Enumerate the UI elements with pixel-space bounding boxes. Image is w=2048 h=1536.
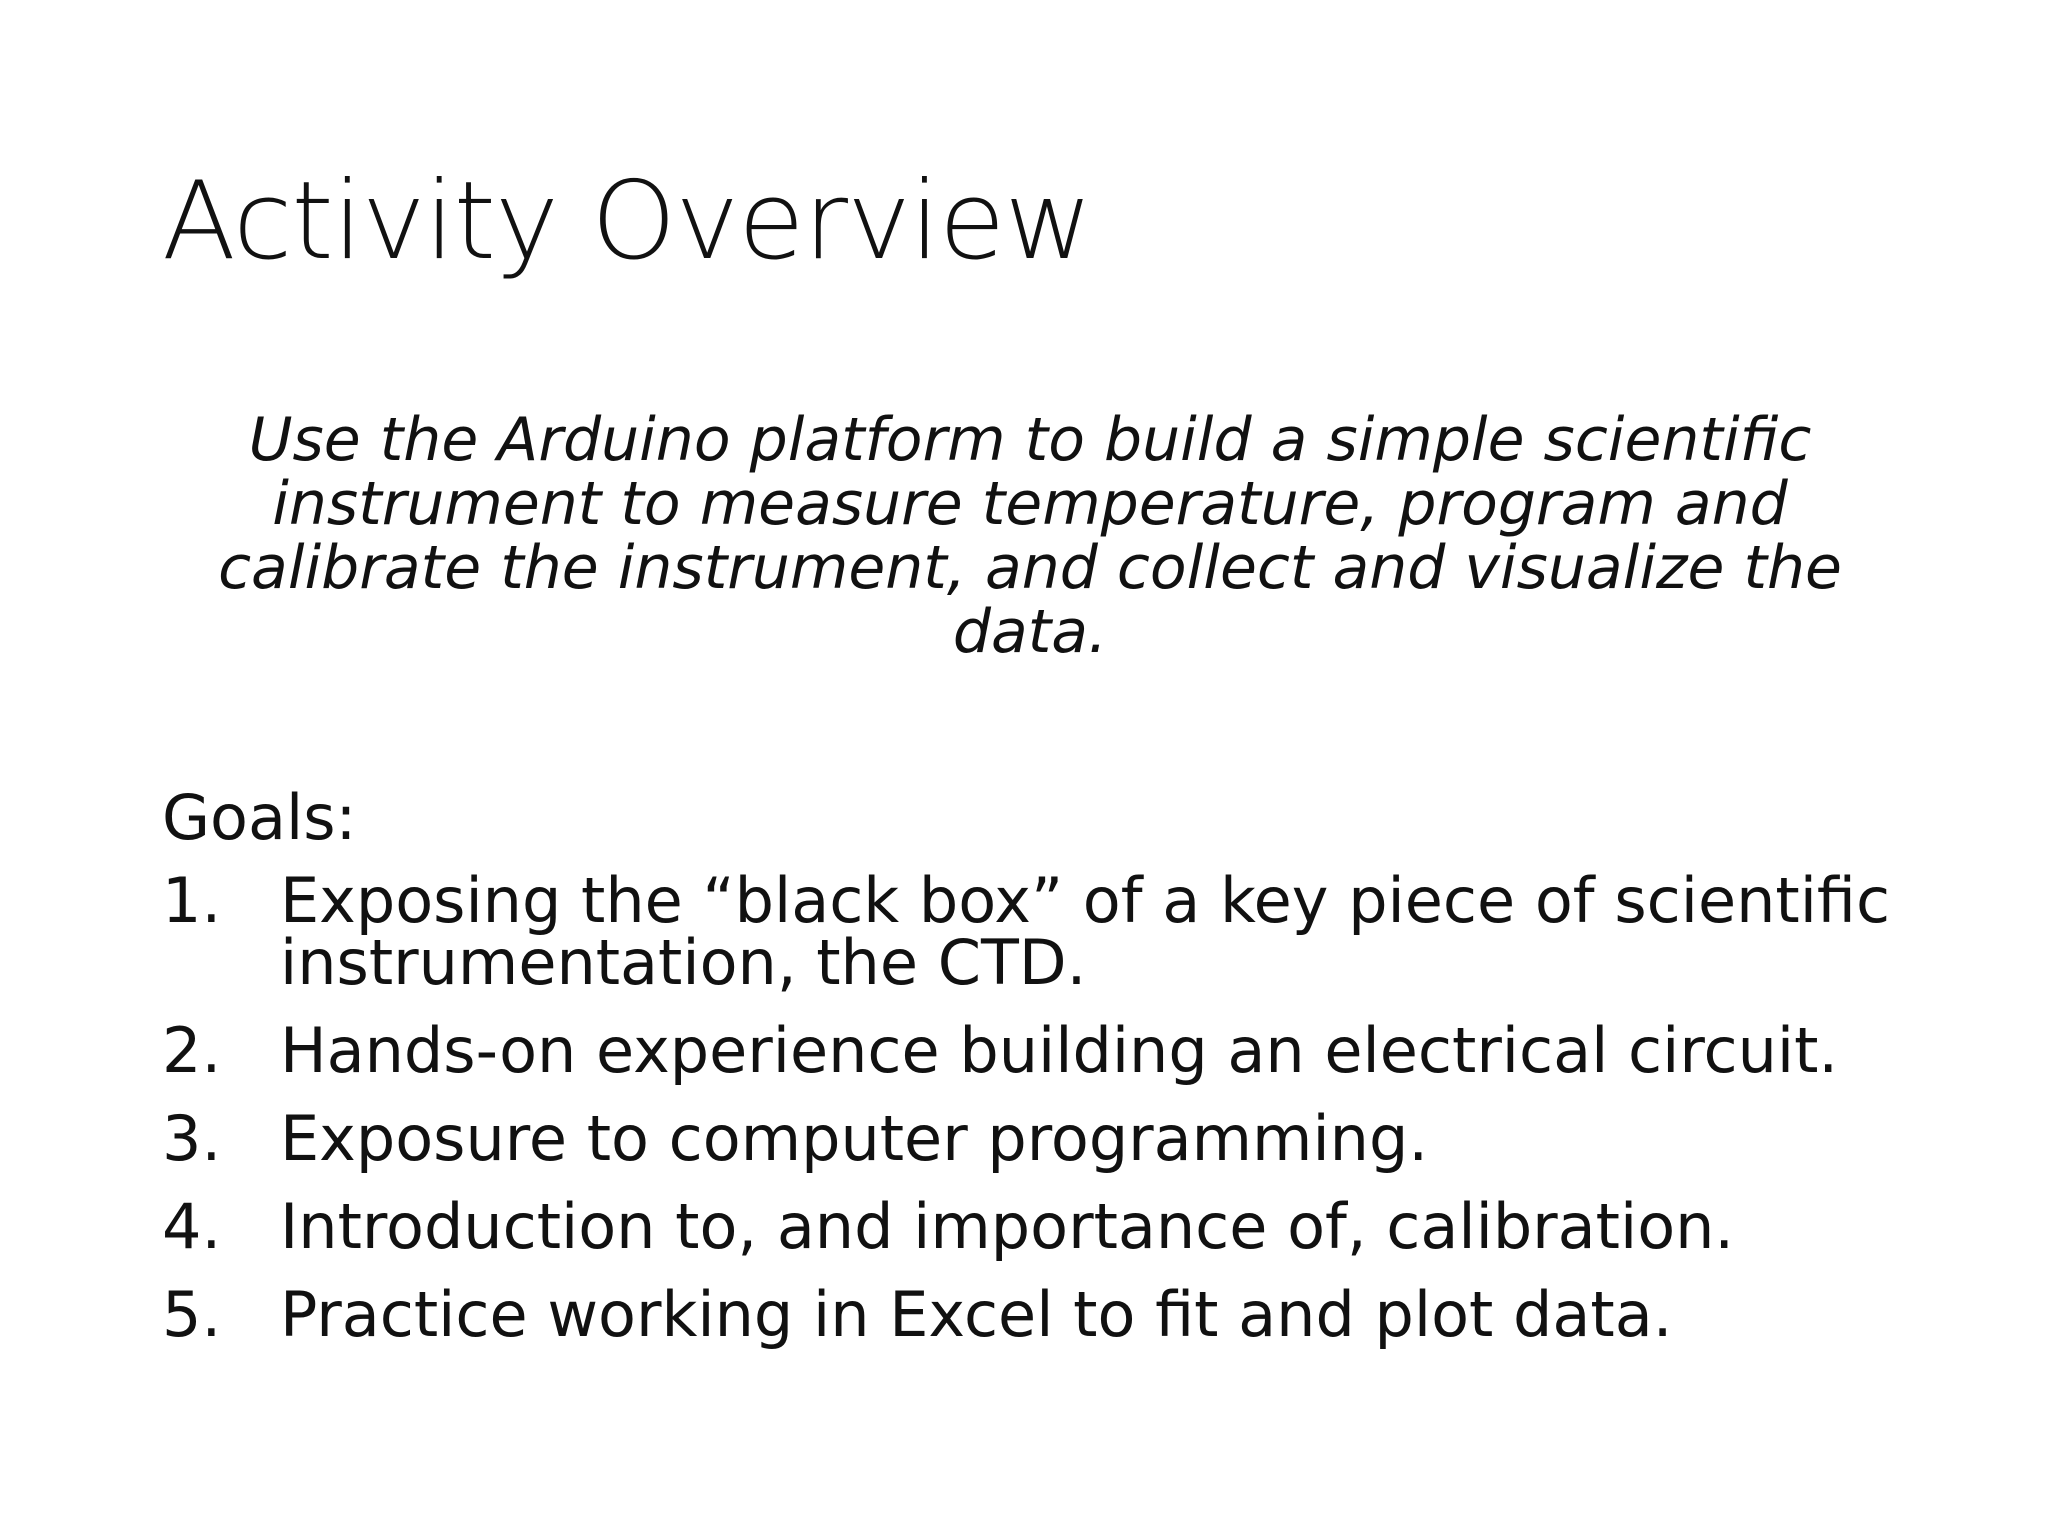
slide-title: Activity Overview	[162, 159, 1092, 284]
goal-number: 3.	[162, 1102, 222, 1175]
goal-item	[162, 864, 1922, 999]
goal-text: Exposing the “black box” of a key piece of scientific instrumentation, the CTD.	[280, 864, 1891, 999]
goal-item	[162, 1102, 1922, 1175]
goal-number: 4.	[162, 1190, 222, 1263]
goal-number: 5.	[162, 1278, 222, 1351]
goal-item	[162, 1278, 1922, 1351]
goal-number: 1.	[162, 864, 222, 937]
goal-text: Practice working in Excel to fit and plot data.	[280, 1278, 1673, 1351]
goal-number: 2.	[162, 1014, 222, 1087]
goals-list	[162, 864, 1922, 1372]
goal-text: Introduction to, and importance of, calibration.	[280, 1190, 1735, 1263]
activity-description: Use the Arduino platform to build a simple scientific instrument to measure temperature, program and calibrate the instrument, and collect and visualize the data.	[218, 405, 1842, 667]
goal-item	[162, 1014, 1922, 1087]
goal-text: Exposure to computer programming.	[280, 1102, 1429, 1175]
goal-item	[162, 1190, 1922, 1263]
goal-text: Hands-on experience building an electrical circuit.	[280, 1014, 1839, 1087]
goals-heading: Goals:	[162, 781, 357, 854]
